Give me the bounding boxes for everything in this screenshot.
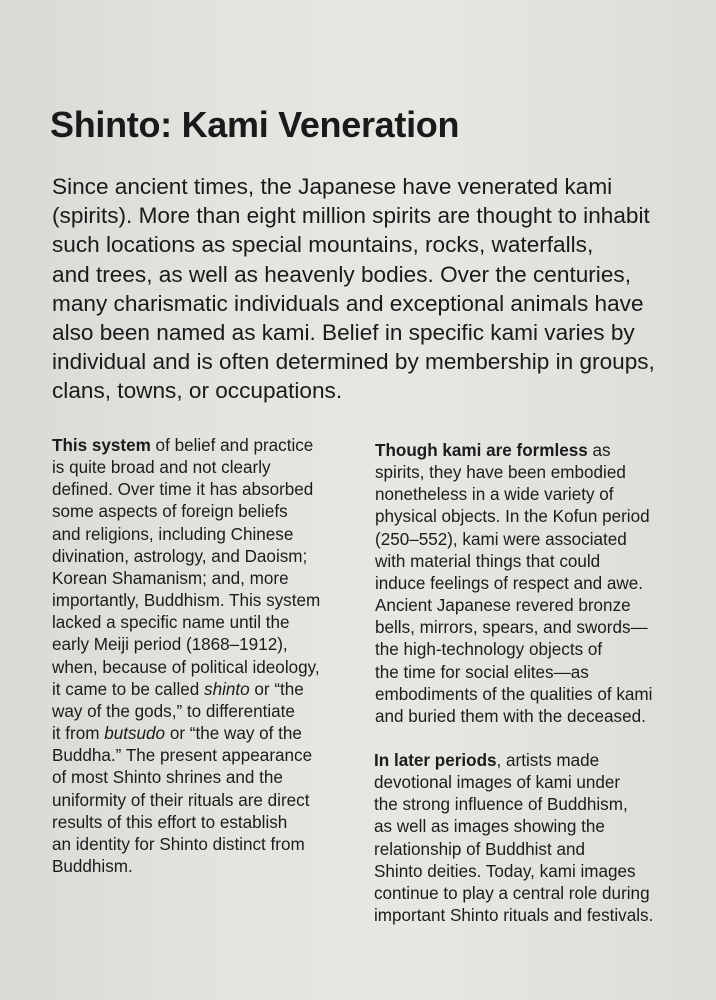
left-column-paragraph: [52, 435, 352, 878]
paragraph-line: embodiments of the qualities of kami: [375, 684, 653, 704]
intro-line: many charismatic individuals and exceptional animals have: [52, 290, 644, 316]
paragraph-line: uniformity of their rituals are direct: [52, 790, 310, 810]
paragraph-line: the strong influence of Buddhism,: [374, 795, 628, 815]
paragraph-line: is quite broad and not clearly: [52, 458, 271, 478]
paragraph-line: relationship of Buddhist and: [374, 839, 585, 859]
paragraph-line: Ancient Japanese revered bronze: [375, 596, 631, 616]
paragraph-line: when, because of political ideology,: [52, 657, 320, 677]
paragraph-line: (250–552), kami were associated: [375, 529, 627, 549]
paragraph-line: [52, 679, 352, 701]
paragraph-line: physical objects. In the Kofun period: [375, 507, 650, 527]
paragraph-line: some aspects of foreign beliefs: [52, 502, 288, 522]
paragraph-line: [375, 440, 695, 462]
paragraph-line: of most Shinto shrines and the: [52, 768, 283, 788]
line-text: as: [587, 441, 611, 460]
paragraph-line: Shinto deities. Today, kami images: [374, 861, 636, 881]
paragraph-lead: In later periods: [374, 751, 497, 770]
line-text: it came to be called: [52, 679, 205, 699]
line-text: or “the way of the: [165, 724, 302, 744]
paragraph-line: bells, mirrors, spears, and swords—: [375, 618, 648, 638]
intro-line: and trees, as well as heavenly bodies. Over the centuries,: [52, 261, 631, 287]
paragraph-line: spirits, they have been embodied: [375, 463, 626, 483]
page-title: Shinto: Kami Veneration: [50, 104, 460, 145]
paragraph-line: [52, 723, 352, 745]
paragraph-line: [374, 750, 694, 772]
paragraph-line: importantly, Buddhism. This system: [52, 591, 321, 611]
line-text: , artists made: [496, 751, 600, 770]
right-column-paragraph-2: [374, 750, 694, 927]
paragraph-line: defined. Over time it has absorbed: [52, 480, 314, 500]
paragraph-line: Korean Shamanism; and, more: [52, 568, 289, 588]
line-text: of belief and practice: [150, 436, 314, 455]
intro-line: (spirits). More than eight million spirits are thought to inhabit: [52, 203, 650, 229]
paragraph-line: with material things that could: [375, 551, 601, 571]
paragraph-line: induce feelings of respect and awe.: [375, 573, 643, 593]
paragraph-line: the high-technology objects of: [375, 640, 603, 660]
italic-term-shinto: shinto: [204, 679, 250, 699]
intro-line: Since ancient times, the Japanese have venerated kami: [52, 174, 613, 199]
paragraph-lead: This system: [52, 436, 151, 455]
line-text: it from: [52, 724, 105, 744]
paragraph-line: Buddha.” The present appearance: [52, 746, 313, 766]
paragraph-line: lacked a specific name until the: [52, 613, 290, 633]
intro-line: individual and is often determined by membership in groups,: [52, 349, 655, 375]
paragraph-line: as well as images showing the: [374, 817, 605, 837]
intro-paragraph: [52, 172, 692, 406]
paragraph-line: [52, 435, 352, 457]
intro-line: clans, towns, or occupations.: [52, 378, 343, 404]
right-column-paragraph-1: [375, 440, 695, 728]
paragraph-line: and religions, including Chinese: [52, 524, 294, 544]
paragraph-line: and buried them with the deceased.: [375, 706, 646, 726]
line-text: or “the: [249, 679, 304, 699]
intro-line: also been named as kami. Belief in specific kami varies by: [52, 320, 635, 346]
italic-term-butsudo: butsudo: [104, 724, 166, 744]
paragraph-line: important Shinto rituals and festivals.: [374, 906, 654, 926]
paragraph-line: early Meiji period (1868–1912),: [52, 635, 288, 655]
paragraph-line: devotional images of kami under: [374, 773, 621, 793]
paragraph-lead: Though kami are formless: [375, 441, 588, 460]
paragraph-line: results of this effort to establish: [52, 812, 288, 832]
paragraph-line: the time for social elites—as: [375, 662, 589, 682]
paragraph-line: way of the gods,” to differentiate: [52, 701, 295, 721]
paragraph-line: an identity for Shinto distinct from: [52, 834, 305, 854]
intro-line: such locations as special mountains, rocks, waterfalls,: [52, 232, 594, 258]
paragraph-line: divination, astrology, and Daoism;: [52, 546, 308, 566]
paragraph-line: continue to play a central role during: [374, 883, 650, 903]
paragraph-line: Buddhism.: [52, 856, 133, 876]
paragraph-line: nonetheless in a wide variety of: [375, 485, 614, 505]
